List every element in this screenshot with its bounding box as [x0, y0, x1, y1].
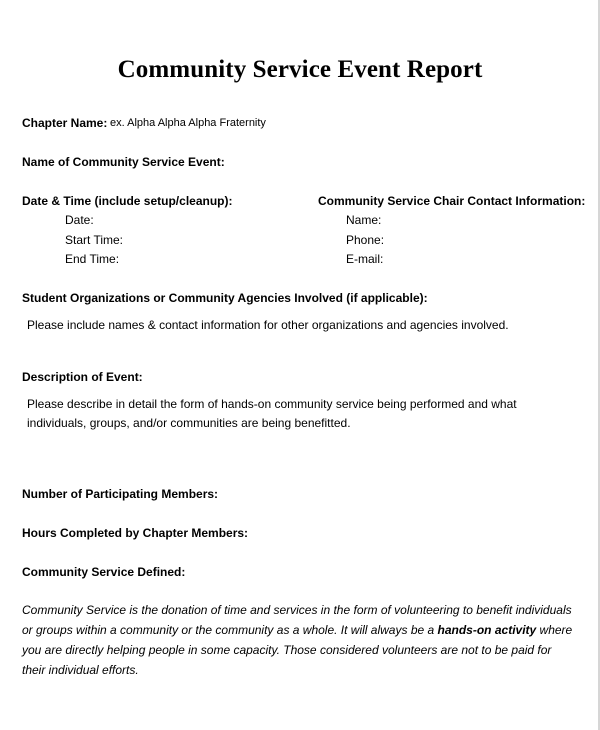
chapter-name-label: Chapter Name:	[22, 116, 108, 130]
end-time-field-label: End Time:	[65, 252, 120, 266]
community-service-defined-label: Community Service Defined:	[22, 565, 186, 579]
date-field-label: Date:	[65, 213, 94, 227]
chapter-name-value: ex. Alpha Alpha Alpha Fraternity	[110, 117, 266, 129]
community-service-definition	[22, 600, 574, 680]
organizations-hint: Please include names & contact information for other organizations and agencies involved.	[27, 318, 509, 332]
definition-emphasis: hands-on activity	[437, 623, 537, 637]
page-title: Community Service Event Report	[117, 56, 483, 83]
description-label: Description of Event:	[22, 370, 143, 384]
contact-info-label: Community Service Chair Contact Information:	[318, 194, 586, 208]
definition-text-part2: where you are directly helping people in some capacity. Those considered volunteers are not to be paid for their individual efforts.	[22, 623, 573, 677]
start-time-field-label: Start Time:	[65, 233, 124, 247]
hours-completed-label: Hours Completed by Chapter Members:	[22, 526, 249, 540]
contact-name-label: Name:	[346, 213, 382, 227]
contact-phone-label: Phone:	[346, 233, 385, 247]
definition-text-part1: Community Service is the donation of time and services in the form of volunteering to benefit individuals or groups within a community or the community as a whole. It will always be a	[22, 603, 572, 637]
participating-members-label: Number of Participating Members:	[22, 487, 219, 501]
organizations-label: Student Organizations or Community Agencies Involved (if applicable):	[22, 291, 428, 305]
description-hint: Please describe in detail the form of hands-on community service being performed and what individuals, groups, and/or communities are being benefitted.	[27, 397, 517, 430]
event-name-label: Name of Community Service Event:	[22, 155, 225, 169]
datetime-label: Date & Time (include setup/cleanup):	[22, 194, 233, 208]
contact-email-label: E-mail:	[346, 252, 384, 266]
